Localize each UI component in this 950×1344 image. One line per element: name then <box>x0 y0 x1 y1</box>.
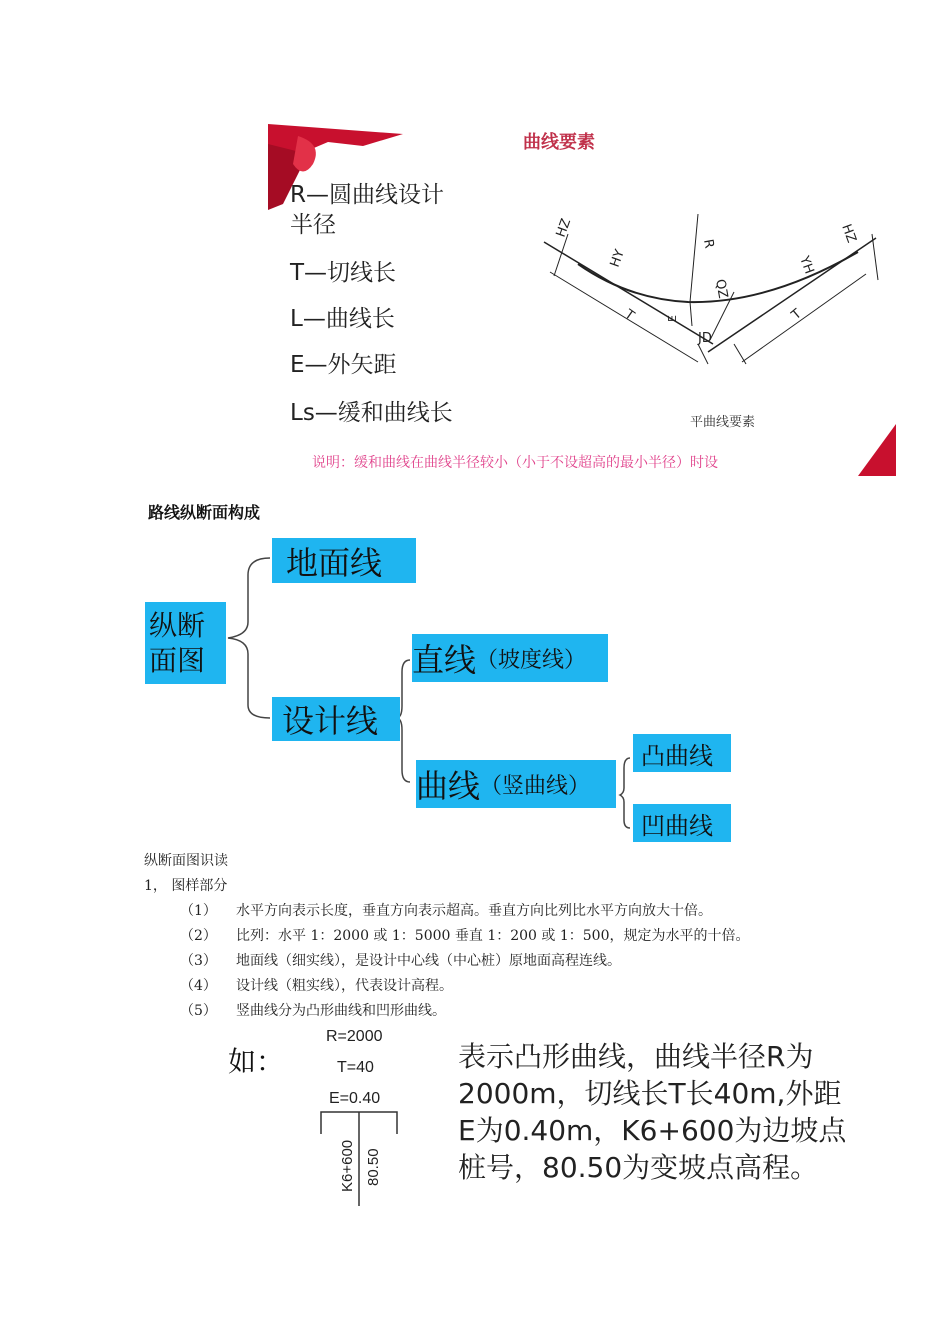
definition-l: L—曲线长 <box>290 306 395 332</box>
ribbon-corner-decoration <box>858 424 896 476</box>
label-t-right: T <box>788 306 805 324</box>
tree-straight-line <box>412 634 608 682</box>
reading-item <box>180 900 712 920</box>
reading-item <box>180 950 621 970</box>
definition-r-cont: 半径 <box>290 212 336 238</box>
diagram-labels <box>538 204 888 404</box>
item-text: 比列：水平 1：2000 或 1：5000 垂直 1：200 或 1：500，规定为水平的十倍。 <box>236 928 750 944</box>
reading-item <box>180 975 453 995</box>
section-title: 路线纵断面构成 <box>148 503 261 522</box>
label-jd: JD <box>698 331 712 346</box>
tree-curve-sub: （竖曲线） <box>480 773 591 799</box>
label-yh-right: YH <box>796 254 817 277</box>
example-station: K6+600 <box>339 1139 356 1192</box>
description-line: 2000m，切线长T长40m,外距 <box>458 1077 842 1110</box>
tree-design-line: 设计线 <box>272 697 400 741</box>
item-text: 设计线（粗实线），代表设计高程。 <box>236 978 453 994</box>
item-text: 竖曲线分为凸形曲线和凹形曲线。 <box>236 1003 446 1019</box>
label-e: E <box>666 315 679 322</box>
item-number: （2） <box>180 928 217 944</box>
label-hz-right: HZ <box>838 222 859 245</box>
label-hy-left: HY <box>607 247 628 270</box>
description-line: 表示凸形曲线，曲线半径R为 <box>458 1040 814 1073</box>
definition-e: E—外矢距 <box>290 352 397 378</box>
example-radius: R=2000 <box>326 1028 383 1045</box>
description-line: E为0.40m，K6+600为边坡点 <box>458 1114 847 1147</box>
item-number: （4） <box>180 978 217 994</box>
vertical-curve-symbol <box>318 1108 402 1208</box>
tree-ground-line: 地面线 <box>272 538 416 583</box>
description-line: 桩号，80.50为变坡点高程。 <box>458 1151 819 1184</box>
example-elevation: 80.50 <box>365 1148 382 1186</box>
example-prefix: 如： <box>228 1045 285 1078</box>
label-qz: QZ <box>712 278 731 300</box>
definition-t: T—切线长 <box>290 260 397 286</box>
label-hz-left: HZ <box>553 216 575 240</box>
definition-r: R—圆曲线设计 <box>290 182 444 208</box>
item-number: （3） <box>180 953 217 969</box>
curve-elements-slide <box>268 124 896 476</box>
reading-title: 纵断面图识读 <box>144 853 228 869</box>
tree-curve-line <box>416 760 616 808</box>
definition-ls: Ls—缓和曲线长 <box>290 400 453 426</box>
diagram-caption: 平曲线要素 <box>690 415 756 430</box>
item-number: （5） <box>180 1003 217 1019</box>
tree-concave-curve: 凹曲线 <box>633 804 731 842</box>
example-external: E=0.40 <box>329 1090 381 1107</box>
tree-curve-main: 曲线 <box>416 767 481 805</box>
label-t-left: T <box>621 306 637 324</box>
slide-note: 说明：缓和曲线在曲线半径较小（小于不设超高的最小半径）时设 <box>312 455 718 471</box>
tree-convex-curve: 凸曲线 <box>633 734 731 772</box>
item-number: （1） <box>180 903 217 919</box>
example-description <box>458 1038 878 1186</box>
tree-root: 纵断 面图 <box>145 602 226 684</box>
reading-subtitle: 1， 图样部分 <box>144 878 228 894</box>
tree-straight-sub: （坡度线） <box>476 647 587 673</box>
example-tangent: T=40 <box>337 1059 374 1076</box>
item-text: 水平方向表示长度，垂直方向表示超高。垂直方向比列比水平方向放大十倍。 <box>236 903 712 919</box>
slide-title: 曲线要素 <box>523 132 595 153</box>
profile-tree-diagram <box>140 530 740 845</box>
item-text: 地面线（细实线），是设计中心线（中心桩）原地面高程连线。 <box>236 953 621 969</box>
reading-item <box>180 925 749 945</box>
tree-straight-main: 直线 <box>412 641 477 679</box>
reading-item <box>180 1000 446 1020</box>
label-r: R <box>700 238 717 250</box>
